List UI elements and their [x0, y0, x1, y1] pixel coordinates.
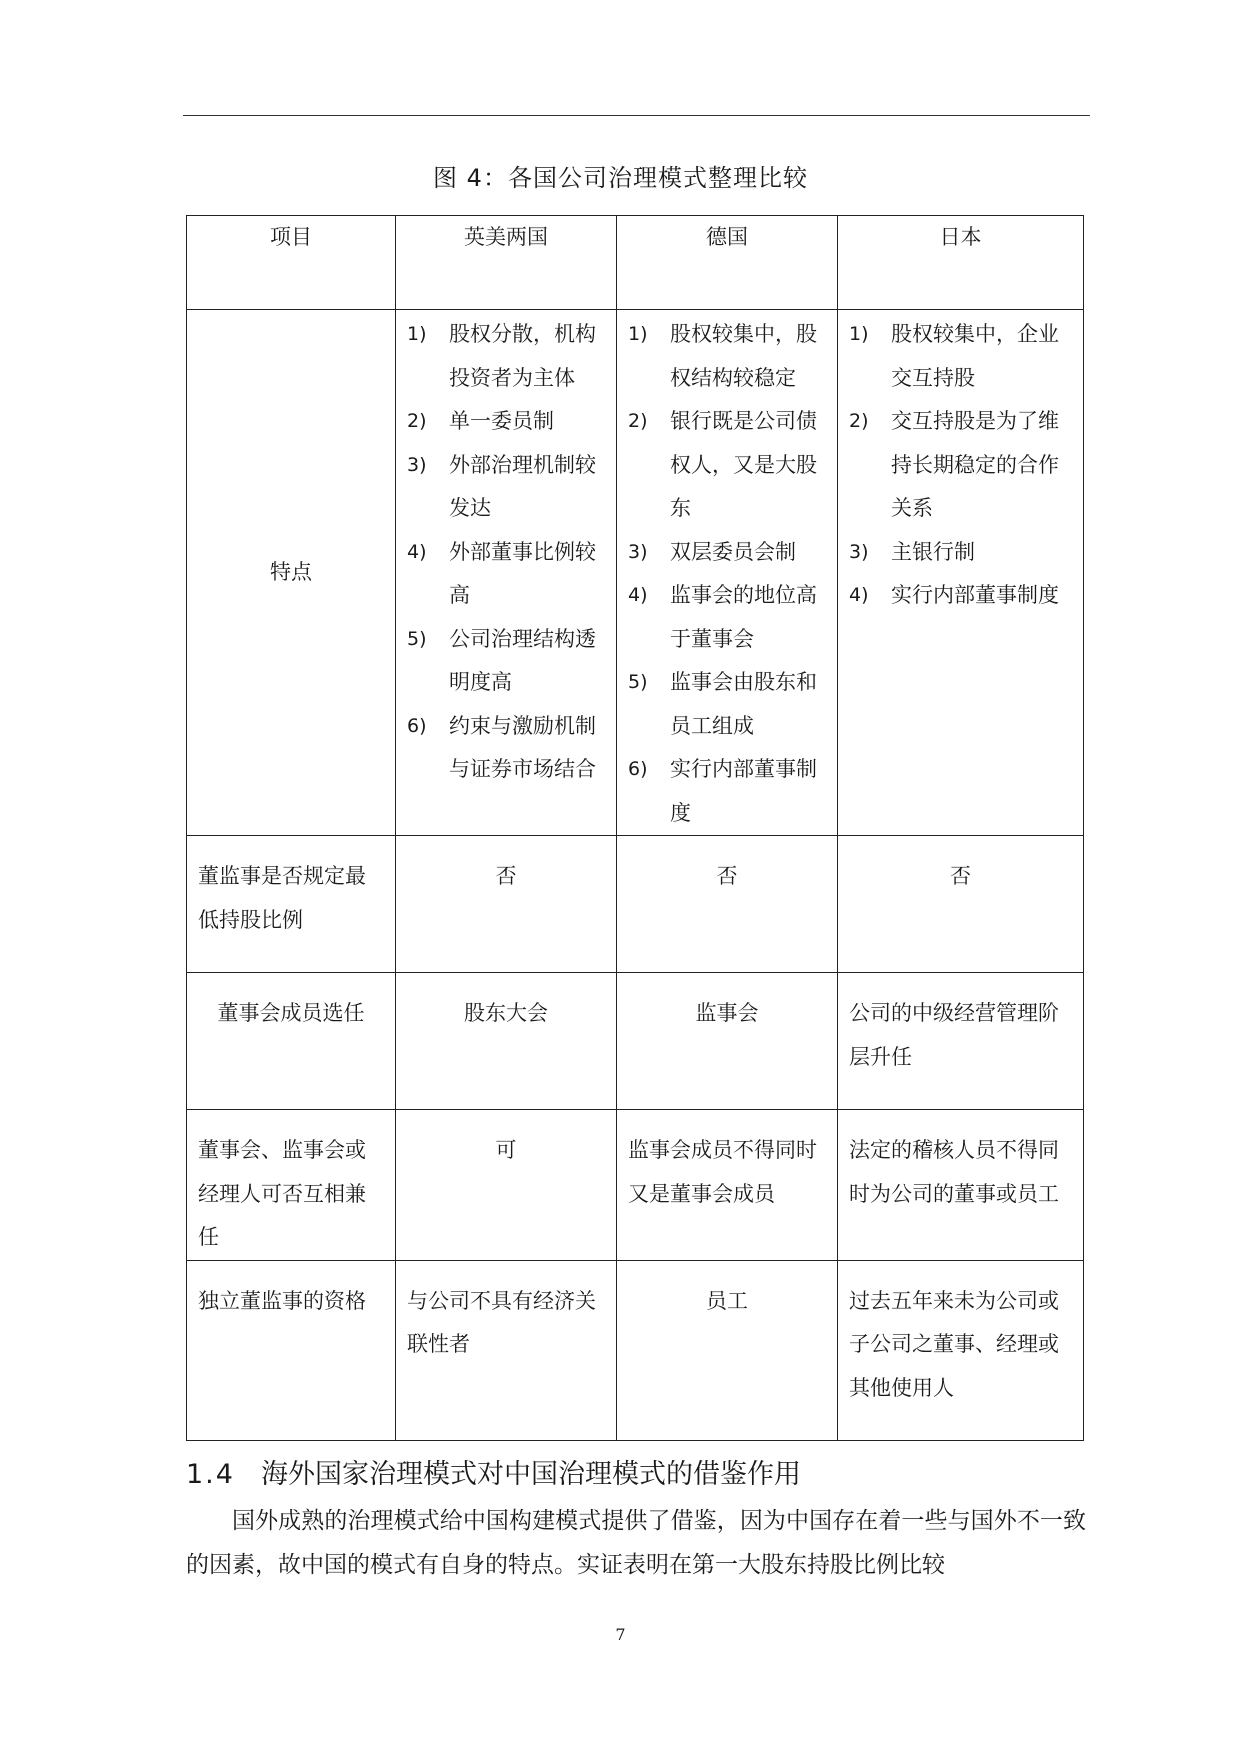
features-uk-us-list	[407, 310, 605, 792]
row-label: 董监事是否规定最低持股比例	[187, 836, 396, 973]
row-label: 独立董监事的资格	[187, 1260, 396, 1440]
list-item: 1) 股权分散，机构投资者为主体	[407, 322, 596, 390]
body-paragraph-block	[186, 1499, 1086, 1587]
list-item: 4) 监事会的地位高于董事会	[628, 583, 817, 651]
list-item: 4) 实行内部董事制度	[849, 583, 1059, 607]
list-item: 3) 双层委员会制	[628, 539, 796, 564]
list-item: 1) 股权较集中，企业交互持股	[849, 322, 1059, 390]
row-label: 董事会、监事会或经理人可否互相兼任	[187, 1110, 396, 1261]
features-label: 特点	[187, 310, 396, 836]
cell-uk-us: 可	[396, 1110, 617, 1261]
list-item: 4) 外部董事比例较高	[407, 539, 596, 607]
body-paragraph: 国外成熟的治理模式给中国构建模式提供了借鉴，因为中国存在着一些与国外不一致的因素，故中国的模式有自身的特点。实证表明在第一大股东持股比例比较	[186, 1508, 1086, 1578]
list-item: 1) 股权较集中，股权结构较稳定	[628, 322, 817, 390]
cell-germany: 员工	[617, 1260, 838, 1440]
header-uk-us: 英美两国	[396, 216, 617, 310]
header-rule	[183, 115, 1090, 116]
list-item: 2) 单一委员制	[407, 409, 554, 433]
table-row	[187, 1260, 1084, 1440]
list-item: 5) 监事会由股东和员工组成	[628, 670, 817, 738]
table-row	[187, 973, 1084, 1110]
cell-germany: 否	[617, 836, 838, 973]
features-uk-us-cell	[396, 310, 617, 836]
section-number: 1.4	[186, 1459, 235, 1490]
figure-caption: 图 4：各国公司治理模式整理比较	[433, 164, 808, 192]
header-germany: 德国	[617, 216, 838, 310]
comparison-table	[186, 215, 1084, 1441]
cell-germany: 监事会	[617, 973, 838, 1110]
list-item: 2) 交互持股是为了维持长期稳定的合作关系	[849, 409, 1059, 520]
list-item: 3) 外部治理机制较发达	[407, 452, 596, 520]
section-heading	[186, 1452, 801, 1491]
cell-japan: 法定的稽核人员不得同时为公司的董事或员工	[838, 1110, 1084, 1261]
table-header-row	[187, 216, 1084, 310]
header-item: 项目	[187, 216, 396, 310]
cell-japan: 否	[838, 836, 1084, 973]
list-item: 6) 约束与激励机制与证券市场结合	[407, 713, 596, 781]
features-germany-cell	[617, 310, 838, 836]
page-number: 7	[615, 1625, 626, 1644]
table-row	[187, 1110, 1084, 1261]
features-japan-cell	[838, 310, 1084, 836]
row-label: 董事会成员选任	[187, 973, 396, 1110]
section-title-text: 海外国家治理模式对中国治理模式的借鉴作用	[260, 1459, 801, 1490]
table-row	[187, 836, 1084, 973]
cell-uk-us: 否	[396, 836, 617, 973]
cell-japan: 过去五年来未为公司或子公司之董事、经理或其他使用人	[838, 1260, 1084, 1440]
list-item: 2) 银行既是公司债权人，又是大股东	[628, 409, 817, 520]
features-germany-list	[628, 310, 826, 835]
cell-germany: 监事会成员不得同时又是董事会成员	[617, 1110, 838, 1261]
features-row	[187, 310, 1084, 836]
cell-uk-us: 股东大会	[396, 973, 617, 1110]
features-japan-list	[849, 310, 1072, 618]
cell-uk-us: 与公司不具有经济关联性者	[396, 1260, 617, 1440]
cell-japan: 公司的中级经营管理阶层升任	[838, 973, 1084, 1110]
list-item: 5) 公司治理结构透明度高	[407, 626, 596, 694]
list-item: 6) 实行内部董事制度	[628, 757, 817, 825]
list-item: 3) 主银行制	[849, 539, 975, 564]
header-japan: 日本	[838, 216, 1084, 310]
